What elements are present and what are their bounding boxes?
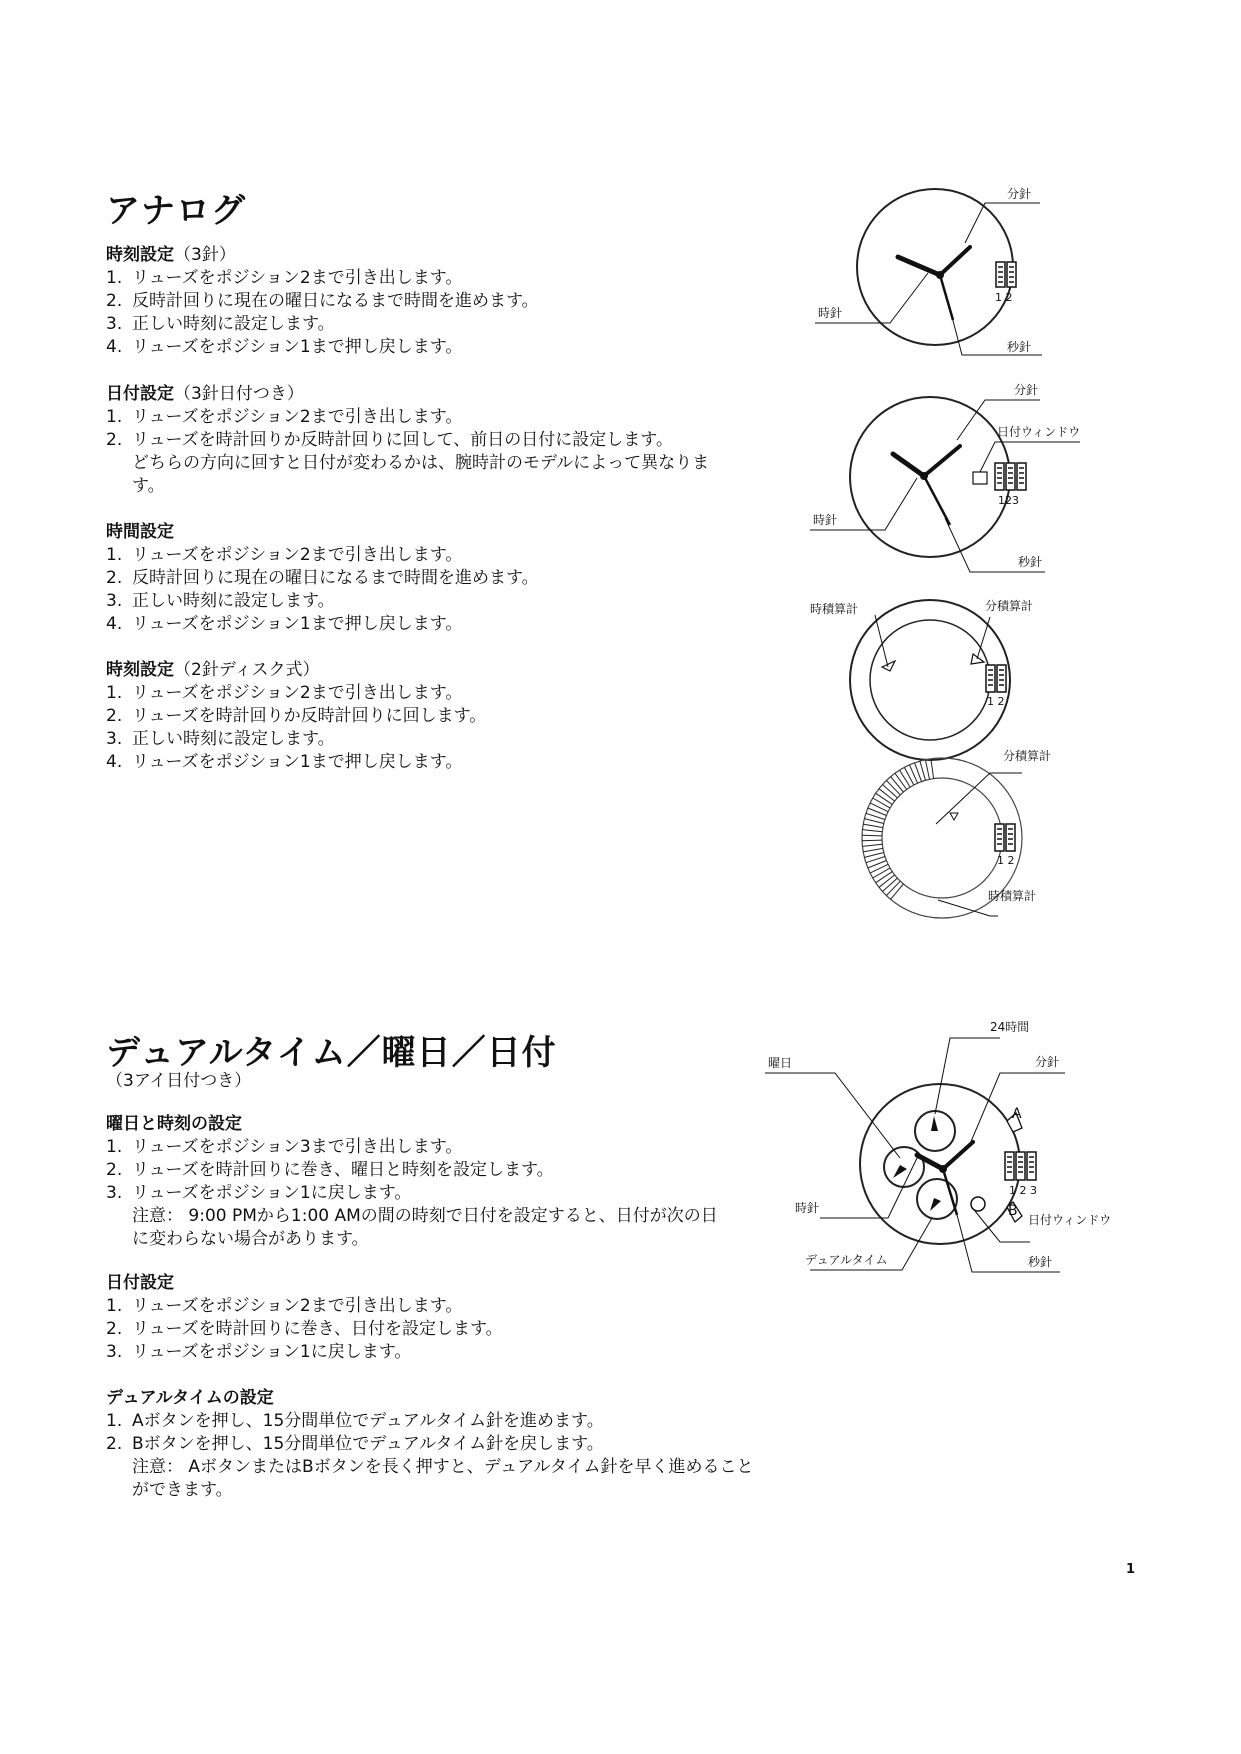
scale-tick: [864, 819, 883, 824]
minute-totalizer-label: 分積算計: [1003, 749, 1052, 763]
list-item: 1. リューズをポジション3まで引き出します。: [106, 1137, 463, 1157]
scale-tick: [904, 767, 913, 785]
hour-marker-icon: [882, 661, 895, 671]
crown-positions: 1 2: [987, 695, 1005, 708]
list-item: 1. Aボタンを押し、15分間単位でデュアルタイム針を進めます。: [106, 1411, 604, 1431]
list-item: 3. 正しい時刻に設定します。: [106, 591, 335, 611]
analog-hour-set: [106, 521, 766, 636]
button-a-label: A: [1012, 1106, 1022, 1122]
scale-tick: [863, 824, 883, 828]
scale-tick: [895, 773, 907, 789]
dual-day-time: [106, 1113, 766, 1251]
step-note: 注意： AボタンまたはBボタンを長く押すと、デュアルタイム針を早く進めることができます。: [132, 1457, 754, 1500]
scale-tick: [873, 868, 890, 878]
minute-hand-icon: [924, 446, 960, 476]
scale-tick: [900, 770, 911, 787]
watch-diagram-disc-scale: [840, 748, 1110, 923]
crown-positions: 123: [998, 494, 1019, 507]
date-window-icon: [971, 1197, 985, 1211]
scale-tick: [862, 844, 882, 846]
list-item: 1. リューズをポジション2まで引き出します。: [106, 407, 463, 427]
section-heading: 曜日と時刻の設定: [106, 1114, 242, 1134]
crown-positions: 1 2: [995, 291, 1013, 304]
section-heading: 時間設定: [106, 522, 174, 542]
step-note: どちらの方向に回すと日付が変わるかは、腕時計のモデルによって異なります。: [132, 453, 710, 496]
scale-tick: [876, 872, 893, 883]
button-b-label: B: [1008, 1203, 1018, 1219]
hour-totalizer-label: 時積算計: [810, 602, 859, 616]
24h-label: 24時間: [990, 1020, 1030, 1034]
crown-icon: [986, 665, 1006, 692]
scale-tick: [931, 759, 934, 779]
subdial-hand-icon: [930, 1198, 941, 1211]
list-item: 2. リューズを時計回りに巻き、日付を設定します。: [106, 1319, 503, 1339]
leader-line: [765, 1073, 900, 1158]
section-heading: 時刻設定（2針ディスク式）: [106, 660, 320, 680]
watch-diagram-dual-time: [760, 1018, 1130, 1288]
step-list: [106, 1136, 766, 1251]
list-item: 3. リューズをポジション1に戻します。: [106, 1342, 412, 1362]
dual-time-label: デュアルタイム: [805, 1253, 888, 1267]
list-item: 2. リューズを時計回りか反時計回りに回します。: [106, 706, 487, 726]
hand-pivot-icon: [920, 472, 928, 480]
minute-hand-label: 分針: [1035, 1055, 1060, 1069]
inner-disc: [882, 778, 1002, 898]
crown-icon: [995, 463, 1026, 490]
watch-diagram-3hand: [810, 185, 1100, 365]
step-list: [106, 1410, 766, 1502]
scale-tick: [891, 884, 904, 899]
scale-tick: [883, 785, 898, 798]
scale-tick: [925, 760, 929, 780]
inner-disc: [870, 620, 990, 740]
step-list: [106, 544, 766, 636]
hand-pivot-icon: [939, 1165, 947, 1173]
hour-hand-label: 時針: [818, 306, 843, 320]
leader-line: [875, 615, 888, 667]
list-item: 2. リューズを時計回りか反時計回りに回して、前日の日付に設定します。: [106, 430, 673, 450]
subdial-hand-icon: [931, 1116, 938, 1131]
hour-totalizer-label: 時積算計: [988, 889, 1037, 903]
minute-hand-icon: [940, 247, 970, 275]
list-item: 1. リューズをポジション2まで引き出します。: [106, 268, 463, 288]
minute-hand-label: 分針: [1007, 187, 1032, 201]
date-window-label: 日付ウィンドウ: [1028, 1213, 1112, 1227]
leader-line: [936, 773, 1022, 824]
dual-title: デュアルタイム／曜日／日付: [106, 1033, 557, 1073]
subdial-hand-icon: [893, 1165, 907, 1178]
analog-time-3hand: [106, 244, 766, 359]
hour-hand-label: 時針: [795, 1201, 820, 1215]
step-list: [106, 406, 766, 498]
second-hand-label: 秒針: [1028, 1255, 1053, 1269]
scale-tick: [886, 781, 900, 795]
dual-subtitle: （3アイ日付つき）: [106, 1071, 252, 1091]
leader-line: [820, 1156, 918, 1218]
scale-tick: [862, 840, 882, 841]
scale-tick: [879, 789, 895, 801]
list-item: 1. リューズをポジション2まで引き出します。: [106, 1296, 463, 1316]
step-list: [106, 682, 766, 774]
second-hand-icon: [924, 476, 950, 525]
scale-tick: [883, 878, 898, 891]
watch-diagram-disc: [805, 595, 1095, 745]
crown-icon: [1005, 1152, 1036, 1180]
list-item: 1. リューズをポジション2まで引き出します。: [106, 545, 463, 565]
date-window-label: 日付ウィンドウ: [997, 425, 1081, 439]
list-item: 2. Bボタンを押し、15分間単位でデュアルタイム針を戻します。: [106, 1434, 604, 1454]
step-list: [106, 1295, 766, 1364]
crown-positions: 1 2: [997, 854, 1015, 867]
hour-hand-icon: [917, 1155, 943, 1169]
list-item: 3. 正しい時刻に設定します。: [106, 314, 335, 334]
hand-pivot-icon: [936, 271, 944, 279]
scale-tick: [873, 798, 890, 808]
watch-diagram-3hand-date: [805, 380, 1105, 580]
scale-tick: [920, 761, 926, 780]
analog-time-2hand-disc: [106, 659, 766, 774]
dual-date-set: [106, 1272, 766, 1364]
date-window-icon: [973, 472, 987, 484]
scale-tick: [886, 881, 900, 895]
minute-hand-label: 分針: [1014, 383, 1039, 397]
analog-date-3hand: [106, 383, 766, 498]
minute-marker-icon: [950, 813, 958, 820]
section-heading: 日付設定: [106, 1273, 174, 1293]
scale-tick: [891, 777, 904, 792]
hour-hand-label: 時針: [813, 513, 838, 527]
second-hand-label: 秒針: [1007, 340, 1032, 354]
hour-hand-icon: [893, 454, 924, 476]
list-item: 4. リューズをポジション1まで押し戻します。: [106, 752, 463, 772]
watch-dial: [857, 189, 1013, 345]
scale-tick: [876, 793, 893, 804]
second-hand-label: 秒針: [1018, 555, 1043, 569]
step-note: 注意： 9:00 PMから1:00 AMの間の時刻で日付を設定すると、日付が次の日に変わらない場合があります。: [132, 1206, 718, 1249]
section-heading: 日付設定（3針日付つき）: [106, 384, 304, 404]
list-item: 3. リューズをポジション1に戻します。: [106, 1183, 412, 1203]
crown-positions: 1 2 3: [1009, 1184, 1037, 1197]
analog-title: アナログ: [106, 191, 246, 231]
section-heading: デュアルタイムの設定: [106, 1388, 274, 1408]
leader-line: [965, 203, 1040, 243]
page-number: 1: [1126, 1562, 1136, 1577]
list-item: 2. 反時計回りに現在の曜日になるまで時間を進めます。: [106, 568, 539, 588]
dual-dualtime-set: [106, 1387, 766, 1502]
list-item: 4. リューズをポジション1まで押し戻します。: [106, 337, 463, 357]
hour-hand-icon: [898, 257, 940, 275]
crown-icon: [995, 824, 1015, 851]
list-item: 4. リューズをポジション1まで押し戻します。: [106, 614, 463, 634]
list-item: 2. リューズを時計回りに巻き、曜日と時刻を設定します。: [106, 1160, 554, 1180]
list-item: 1. リューズをポジション2まで引き出します。: [106, 683, 463, 703]
scale-tick: [862, 835, 882, 836]
day-label: 曜日: [768, 1056, 793, 1070]
step-list: [106, 267, 766, 359]
scale-tick: [879, 875, 895, 887]
section-heading: 時刻設定（3針）: [106, 245, 236, 265]
scale-tick: [862, 830, 882, 832]
list-item: 2. 反時計回りに現在の曜日になるまで時間を進めます。: [106, 291, 539, 311]
list-item: 3. 正しい時刻に設定します。: [106, 729, 335, 749]
crown-icon: [996, 262, 1016, 287]
scale-tick: [864, 853, 883, 858]
minute-totalizer-label: 分積算計: [985, 599, 1034, 613]
scale-tick: [863, 848, 883, 852]
